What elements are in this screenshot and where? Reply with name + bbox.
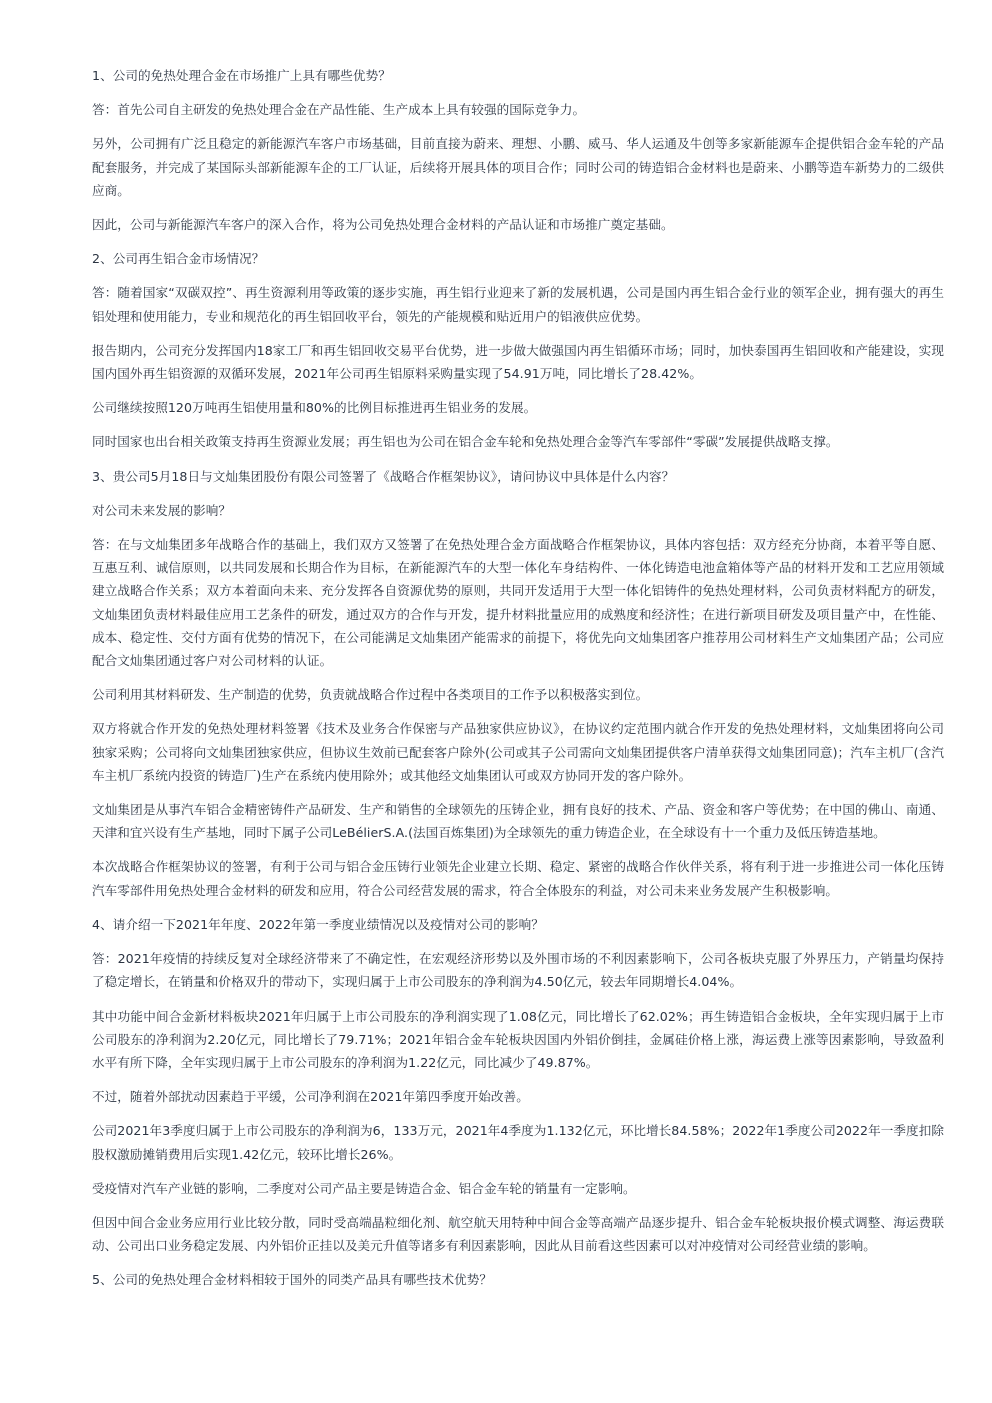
answer-2-paragraph-3: 公司继续按照120万吨再生铝使用量和80%的比例目标推进再生铝业务的发展。 [92,400,537,416]
answer-3-paragraph-1: 答：在与文灿集团多年战略合作的基础上，我们双方又签署了在免热处理合金方面战略合作框架协议，具体内容包括：双方经充分协商，本着平等自愿、互惠互利、诚信原则，以共同发展和长期合作为目标，在新能源汽车的大型一体化车身结构件、一体化铸造电池盒箱体等产品的材料开发和工艺应用领域建立战略合作关系；双方本着面向未来、充分发挥各自资源优势的原则，共同开发适用于大型一体化铝铸件的免热处理材料，公司负责材料配方的研发，文灿集团负责材料最佳应用工艺条件的研发，通过双方的合作与开发，提升材料批量应用的成熟度和经济性；在进行新项目研发及项目量产中，在性能、成本、稳定性、交付方面有优势的情况下，在公司能满足文灿集团产能需求的前提下，将优先向文灿集团客户推荐用公司材料生产文灿集团产品；公司应配合文灿集团通过客户对公司材料的认证。 [92,537,944,669]
answer-1-paragraph-1: 答：首先公司自主研发的免热处理合金在产品性能、生产成本上具有较强的国际竞争力。 [92,102,586,118]
answer-4-paragraph-2: 其中功能中间合金新材料板块2021年归属于上市公司股东的净利润实现了1.08亿元，同比增长了62.02%；再生铸造铝合金板块，全年实现归属于上市公司股东的净利润为2.20亿元，同比增长了79.71%；2021年铝合金车轮板块因国内外铝价倒挂，金属硅价格上涨，海运费上涨等因素影响，导致盈利水平有所下降，全年实现归属于上市公司股东的净利润为1.22亿元，同比减少了49.87%。 [92,1008,944,1070]
answer-4-paragraph-1: 答：2021年疫情的持续反复对全球经济带来了不确定性，在宏观经济形势以及外围市场的不利因素影响下，公司各板块克服了外界压力，产销量均保持了稳定增长，在销量和价格双升的带动下，实现归属于上市公司股东的净利润为4.50亿元，较去年同期增长4.04%。 [92,951,944,990]
answer-2-paragraph-2: 报告期内，公司充分发挥国内18家工厂和再生铝回收交易平台优势，进一步做大做强国内再生铝循环市场；同时，加快泰国再生铝回收和产能建设，实现国内国外再生铝资源的双循环发展，2021年公司再生铝原料采购量实现了54.91万吨，同比增长了28.42%。 [92,342,944,382]
question-3-heading: 3、贵公司5月18日与文灿集团股份有限公司签署了《战略合作框架协议》，请问协议中具体是什么内容？ [92,468,675,484]
document-body [92,64,944,1303]
answer-4-paragraph-5: 受疫情对汽车产业链的影响，二季度对公司产品主要是铸造合金、铝合金车轮的销量有一定影响。 [92,1180,636,1196]
question-3-subheading: 对公司未来发展的影响？ [92,502,232,518]
answer-1-paragraph-3: 因此，公司与新能源汽车客户的深入合作，将为公司免热处理合金材料的产品认证和市场推广奠定基础。 [92,217,674,233]
answer-2-paragraph-1: 答：随着国家“双碳双控”、再生资源利用等政策的逐步实施，再生铝行业迎来了新的发展机遇，公司是国内再生铝合金行业的领军企业，拥有强大的再生铝处理和使用能力，专业和规范化的再生铝回收平台，领先的产能规模和贴近用户的铝液供应优势。 [92,285,944,324]
question-5-heading: 5、公司的免热处理合金材料相较于国外的同类产品具有哪些技术优势？ [92,1272,493,1288]
answer-3-paragraph-5: 本次战略合作框架协议的签署，有利于公司与铝合金压铸行业领先企业建立长期、稳定、紧密的战略合作伙伴关系，将有利于进一步推进公司一体化压铸汽车零部件用免热处理合金材料的研发和应用，符合公司经营发展的需求，符合全体股东的利益，对公司未来业务发展产生积极影响。 [92,859,944,898]
question-2-heading: 2、公司再生铝合金市场情况？ [92,251,265,267]
answer-1-paragraph-2: 另外，公司拥有广泛且稳定的新能源汽车客户市场基础，目前直接为蔚来、理想、小鹏、威马、华人运通及牛创等多家新能源车企提供铝合金车轮的产品配套服务，并完成了某国际头部新能源车企的工厂认证，后续将开展具体的项目合作；同时公司的铸造铝合金材料也是蔚来、小鹏等造车新势力的二级供应商。 [92,136,944,198]
answer-2-paragraph-4: 同时国家也出台相关政策支持再生资源业发展；再生铝也为公司在铝合金车轮和免热处理合金等汽车零部件“零碳”发展提供战略支撑。 [92,434,839,450]
answer-3-paragraph-3: 双方将就合作开发的免热处理材料签署《技术及业务合作保密与产品独家供应协议》，在协议约定范围内就合作开发的免热处理材料，文灿集团将向公司独家采购；公司将向文灿集团独家供应，但协议生效前已配套客户除外(公司或其子公司需向文灿集团提供客户清单获得文灿集团同意)；汽车主机厂(含汽车主机厂系统内投资的铸造厂)生产在系统内使用除外；或其他经文灿集团认可或双方协同开发的客户除外。 [92,721,944,783]
answer-3-paragraph-4: 文灿集团是从事汽车铝合金精密铸件产品研发、生产和销售的全球领先的压铸企业，拥有良好的技术、产品、资金和客户等优势；在中国的佛山、南通、天津和宜兴设有生产基地，同时下属子公司LeBélierS.A.(法国百炼集团)为全球领先的重力铸造企业，在全球设有十一个重力及低压铸造基地。 [92,802,944,841]
answer-4-paragraph-6: 但因中间合金业务应用行业比较分散，同时受高端晶粒细化剂、航空航天用特种中间合金等高端产品逐步提升、铝合金车轮板块报价模式调整、海运费联动、公司出口业务稳定发展、内外铝价正挂以及美元升值等诸多有利因素影响，因此从目前看这些因素可以对冲疫情对公司经营业绩的影响。 [92,1214,944,1254]
answer-4-paragraph-3: 不过，随着外部扰动因素趋于平缓，公司净利润在2021年第四季度开始改善。 [92,1089,529,1105]
question-4-heading: 4、请介绍一下2021年年度、2022年第一季度业绩情况以及疫情对公司的影响？ [92,916,544,932]
question-1-heading: 1、公司的免热处理合金在市场推广上具有哪些优势？ [92,68,391,83]
answer-4-paragraph-4: 公司2021年3季度归属于上市公司股东的净利润为6，133万元，2021年4季度为1.132亿元，环比增长84.58%；2022年1季度公司2022年一季度扣除股权激励摊销费用后实现1.42亿元，较环比增长26%。 [92,1123,944,1162]
answer-3-paragraph-2: 公司利用其材料研发、生产制造的优势，负责就战略合作过程中各类项目的工作予以积极落实到位。 [92,687,649,703]
